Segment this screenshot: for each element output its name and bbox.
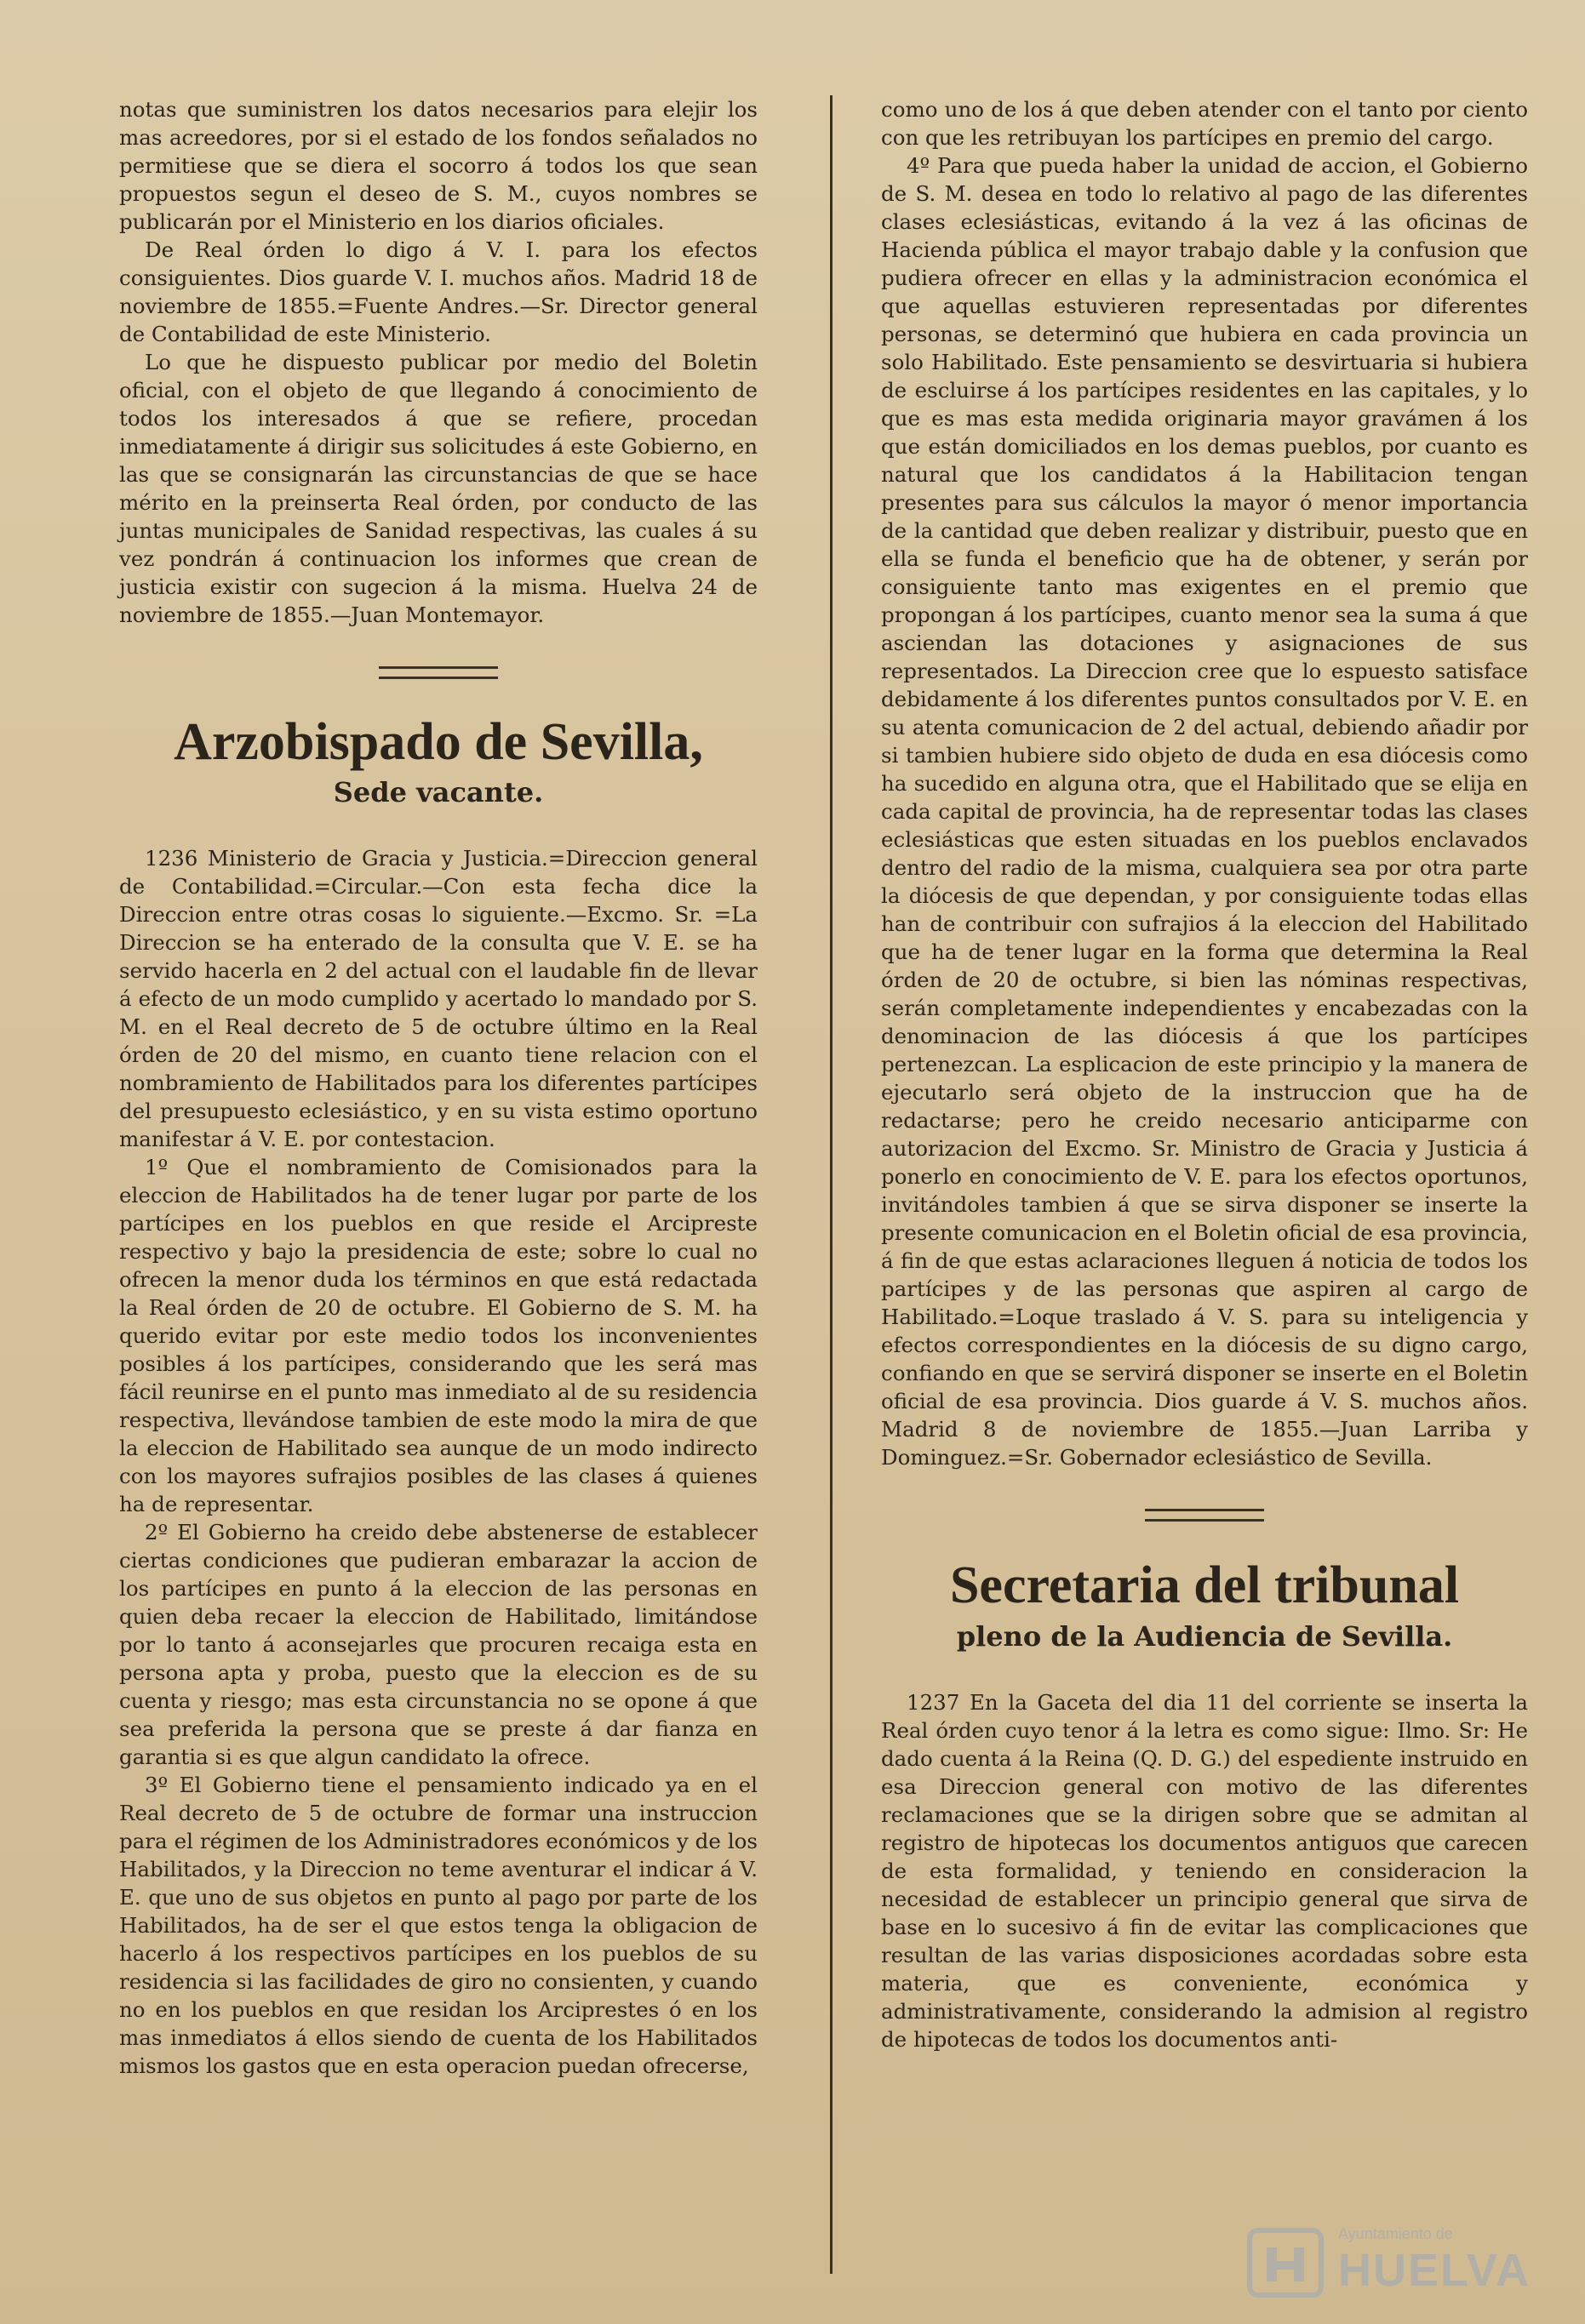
left-column [119, 95, 758, 2080]
section-subtitle-audiencia: pleno de la Audiencia de Sevilla. [956, 1620, 1453, 1653]
castle-emblem-icon [1245, 2222, 1326, 2298]
archive-watermark [1245, 2222, 1531, 2298]
article-paragraph-3: 2º El Gobierno ha creido debe abstenerse de establecer ciertas condiciones que pudieran embarazar la accion de los partícipes en punto á la eleccion de las personas en quien deba recaer la eleccion de Habilitado, limitándose por lo tanto á aconsejarles que procuren recaiga esta en persona apta y proba, puesto que la eleccion es de su cuenta y riesgo; mas esta circunstancia no se opone á que sea preferida la persona que se preste á dar fianza en garantia si es que algun candidato la ofrece. [119, 1520, 758, 1769]
article-paragraph-4: 3º El Gobierno tiene el pensamiento indicado ya en el Real decreto de 5 de octubre de formar una instruccion para el régimen de los Administradores económicos y de los Habilitados, y la Direccion no teme aventurar el indicar á V. E. que uno de sus objetos en punto al pago por parte de los Habilitados, ha de ser el que estos tenga la obligacion de hacerlo á los respectivos partícipes en los pueblos de su residencia si las facilidades de giro no consienten, y cuando no en los pueblos en que residan los Arciprestes ó en los mas inmediatos á ellos siendo de cuenta de los Habilitados mismos los gastos que en esta operacion puedan ofrecerse, [119, 1773, 758, 2078]
section-title-arzobispado: Arzobispado de Sevilla, [174, 713, 703, 771]
section-subtitle-sede: Sede vacante. [333, 776, 544, 808]
section-divider [379, 666, 498, 679]
section-divider-right [1145, 1509, 1264, 1522]
intro-paragraph-3: Lo que he dispuesto publicar por medio del Boletin oficial, con el objeto de que llegando á conocimiento de todos los interesados á que se refiere, procedan inmediatamente á dirigir sus solicitudes á este Gobierno, en las que se consignarán las circunstancias de que se hace mérito en la preinserta Real órden, por conducto de las juntas municipales de Sanidad respectivas, las cuales á su vez pondrán á continuacion los informes que crean de justicia existir con sugecion á la misma. Huelva 24 de noviembre de 1855.—Juan Montemayor. [119, 350, 758, 627]
article-paragraph-1: 1236 Ministerio de Gracia y Justicia.=Direccion general de Contabilidad.=Circular.—Con esta fecha dice la Direccion entre otras cosas lo siguiente.—Excmo. Sr. =La Direccion se ha enterado de la consulta que V. E. se ha servido hacerla en 2 del actual con el laudable fin de llevar á efecto de un modo cumplido y acertado lo mandado por S. M. en el Real decreto de 5 de octubre último en la Real órden de 20 del mismo, en cuanto tiene relacion con el nombramiento de Habilitados para los diferentes partícipes del presupuesto eclesiástico, y en su vista estimo oportuno manifestar á V. E. por contestacion. [119, 846, 758, 1151]
article-paragraph-6: 1237 En la Gaceta del dia 11 del corriente se inserta la Real órden cuyo tenor á la letra es como sigue: Ilmo. Sr: He dado cuenta á la Reina (Q. D. G.) del espediente instruido en esa Direccion general con motivo de las diferentes reclamaciones que se la dirigen sobre que se admitan al registro de hipotecas los documentos antiguos que carecen de esta formalidad, y teniendo en consideracion la necesidad de establecer un principio general que sirva de base en lo sucesivo á fin de evitar las complicaciones que resultan de las varias disposiciones acordadas sobre esta materia, que es conveniente, económica y administrativamente, considerando la admision al registro de hipotecas de todos los documentos anti- [881, 1690, 1528, 2052]
intro-paragraph-1: notas que suministren los datos necesarios para elejir los mas acreedores, por si el estado de los fondos señalados no permitiese que se diera el socorro á todos los que sean propuestos segun el deseo de S. M., cuyos nombres se publicarán por el Ministerio en los diarios oficiales. [119, 97, 758, 234]
section-title-secretaria: Secretaria del tribunal [949, 1556, 1460, 1614]
right-column [881, 95, 1528, 2053]
article-paragraph-5: 4º Para que pueda haber la unidad de accion, el Gobierno de S. M. desea en todo lo relativo al pago de las diferentes clases eclesiásticas, evitando á la vez á las oficinas de Hacienda pública el mayor trabajo dable y la confusion que pudiera ofrecer en ellas y la administracion económica el que aquellas estuvieren representadas por diferentes personas, se determinó que hubiera en cada provincia un solo Habilitado. Este pensamiento se desvirtuaria si hubiera de escluirse á los partícipes residentes en las capitales, y lo que es mas esta medida originaria mayor gravámen á los que están domiciliados en los demas pueblos, por cuanto es natural que los candidatos á la Habilitacion tengan presentes para sus cálculos la mayor ó menor importancia de la cantidad que deben realizar y distribuir, puesto que en ella se funda el beneficio que ha de obtener, y serán por consiguiente tanto mas exigentes en el premio que propongan á los partícipes, cuanto menor sea la suma á que asciendan las dotaciones y asignaciones de sus representados. La Direccion cree que lo espuesto satisface debidamente á los diferentes puntos consultados por V. E. en su atenta comunicacion de 2 del actual, debiendo añadir por si tambien hubiere sido objeto de duda en esa diócesis como ha sucedido en alguna otra, que el Habilitado que se elija en cada capital de provincia, ha de representar todas las clases eclesiásticas que esten situadas en los pueblos enclavados dentro del radio de la misma, cualquiera sea por otra parte la diócesis de que dependan, y por consiguiente todas ellas han de contribuir con sufrajios á la eleccion del Habilitado que ha de tener lugar en la forma que determina la Real órden de 20 de octubre, si bien las nóminas respectivas, serán completamente independientes y encabezadas con la denominacion de las diócesis á que los partícipes pertenezcan. La esplicacion de este principio y la manera de ejecutarlo será objeto de la instruccion que ha de redactarse; pero he creido necesario anticiparme con autorizacion del Excmo. Sr. Ministro de Gracia y Justicia á ponerlo en conocimiento de V. E. para los efectos oportunos, invitándoles tambien á que se sirva disponer se inserte la presente comunicacion en el Boletin oficial de esa provincia, á fin de que estas aclaraciones lleguen á noticia de todos los partícipes y de las personas que aspiren al cargo de Habilitado.=Loque traslado á V. S. para su inteligencia y efectos correspondientes en la diócesis de su digno cargo, confiando en que se servirá disponer se inserte en el Boletin oficial de esa provincia. Dios guarde á V. S. muchos años. Madrid 8 de noviembre de 1855.—Juan Larriba y Dominguez.=Sr. Gobernador eclesiástico de Sevilla. [881, 153, 1528, 1470]
intro-paragraph-2: De Real órden lo digo á V. I. para los efectos consiguientes. Dios guarde V. I. muchos años. Madrid 18 de noviembre de 1855.=Fuente Andres.—Sr. Director general de Contabilidad de este Ministerio. [119, 237, 758, 346]
watermark-top-text: Ayuntamiento de [1338, 2225, 1453, 2242]
column-divider [830, 95, 833, 2274]
watermark-main-text: HUELVA [1338, 2245, 1531, 2296]
continuation-paragraph: como uno de los á que deben atender con el tanto por ciento con que les retribuyan los partícipes en premio del cargo. [881, 97, 1528, 150]
article-paragraph-2: 1º Que el nombramiento de Comisionados para la eleccion de Habilitados ha de tener lugar por parte de los partícipes en los pueblos en que reside el Arcipreste respectivo y bajo la presidencia de este; sobre lo cual no ofrecen la menor duda los términos en que está redactada la Real órden de 20 de octubre. El Gobierno de S. M. ha querido evitar por este medio todos los inconvenientes posibles á los partícipes, considerando que les será mas fácil reunirse en el punto mas inmediato al de su residencia respectiva, llevándose tambien de este modo la mira de que la eleccion de Habilitado sea aunque de un modo indirecto con los mayores sufrajios posibles de las clases á quienes ha de representar. [119, 1155, 758, 1516]
